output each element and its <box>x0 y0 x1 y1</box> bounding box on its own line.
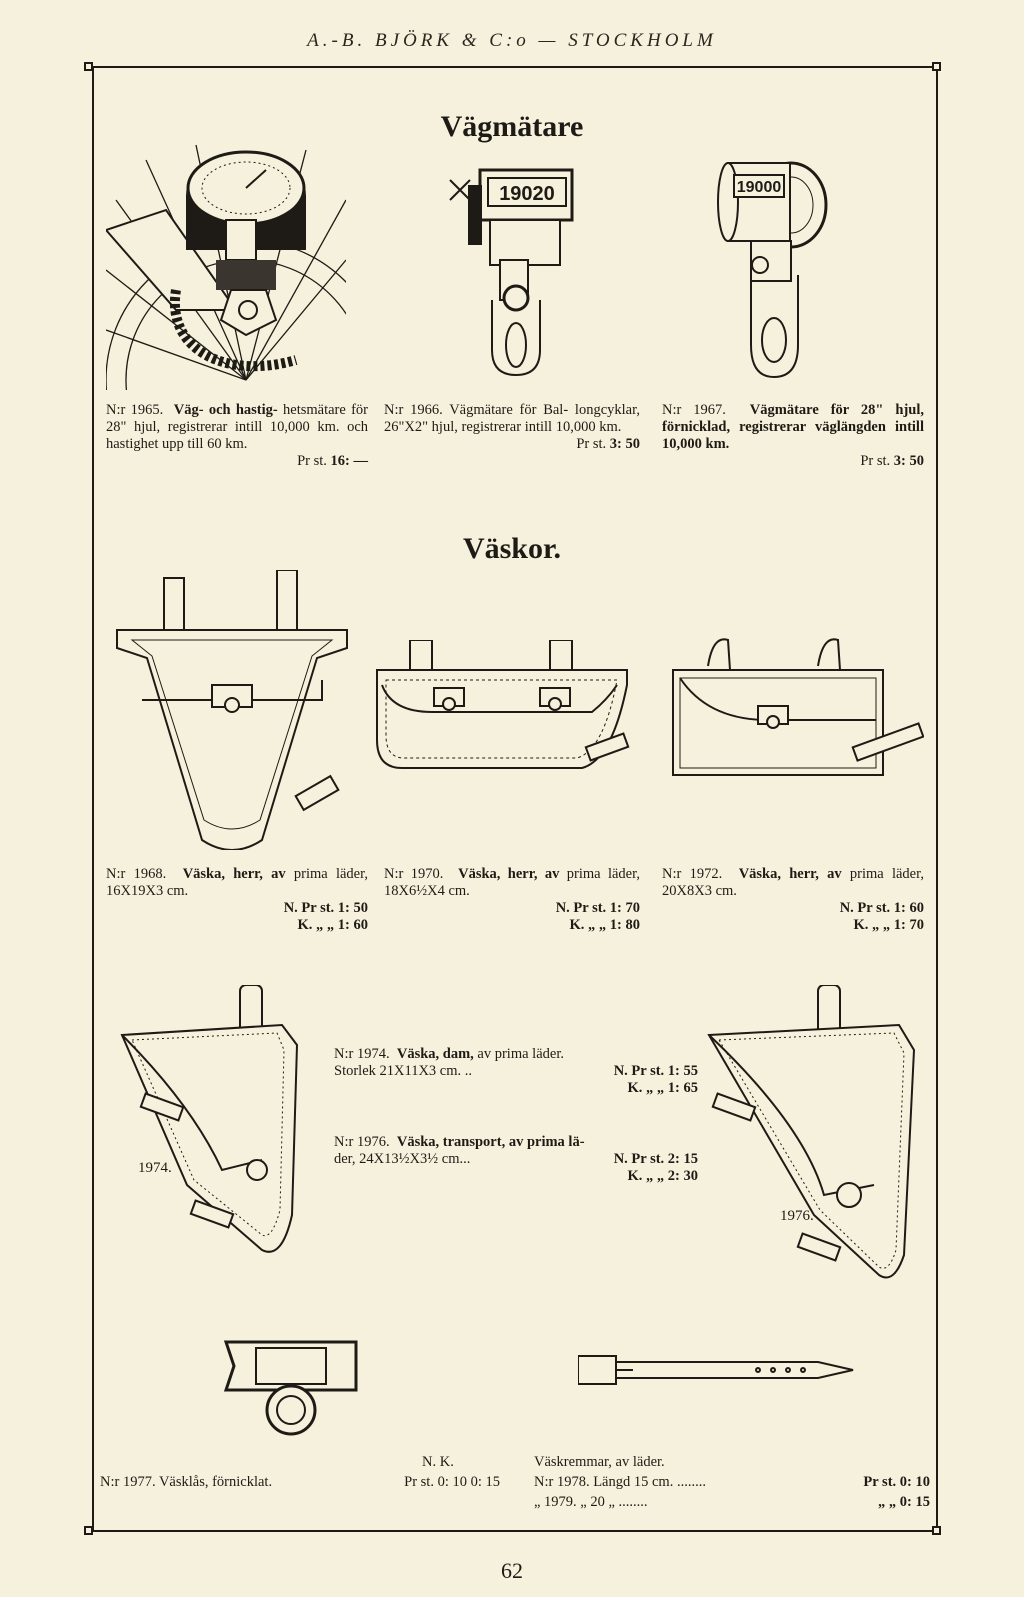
bag-1974-illustration <box>112 985 302 1265</box>
strap-price-1979: „ „ 0: 15 <box>878 1494 930 1510</box>
item-description: der, 24X13½X3½ cm... <box>334 1151 471 1167</box>
item-description: hetsmätare för 28" hjul, registrerar intill 10,000 km. och hastighet upp till 60 km. <box>106 402 368 452</box>
page-number: 62 <box>501 1558 523 1583</box>
price-nickel: N. Pr st. 1: 55 <box>613 1063 698 1079</box>
item-number: N:r 1967. <box>662 402 726 418</box>
corner-mark <box>84 1526 93 1535</box>
caption-1970 <box>384 866 640 934</box>
item-description: prima läder, 20X8X3 cm. <box>662 866 924 899</box>
price-nickel: N. Pr st. 2: 15 <box>613 1151 698 1167</box>
price-nickel: N. Pr st. 1: 50 <box>283 900 368 916</box>
price-value: 3: 50 <box>609 436 640 452</box>
item-description: prima läder, 18X6½X4 cm. <box>384 866 640 899</box>
item-number: N:r 1966. <box>384 402 443 418</box>
bag-1970-illustration <box>372 640 632 790</box>
item-name: Väska, dam, <box>396 1046 474 1062</box>
company-name: A.-B. BJÖRK & C:o <box>307 30 530 51</box>
item-name: Vägmätare för 28" <box>749 402 884 418</box>
caption-1966 <box>384 402 640 453</box>
strap-row-1978: N:r 1978. Längd 15 cm. ........ <box>534 1474 706 1490</box>
strap-price-1978: Pr st. 0: 10 <box>863 1474 930 1490</box>
corner-mark <box>932 62 941 71</box>
item-description: longcyklar, 26"X2" hjul, registrerar intill 10,000 km. <box>384 402 640 435</box>
bottom-rule <box>88 1530 940 1532</box>
page-header <box>0 30 1024 52</box>
price-brass: K. „ „ 1: 70 <box>853 917 924 933</box>
caption-straps <box>534 1452 930 1512</box>
price-brass: K. „ „ 1: 80 <box>569 917 640 933</box>
item-line: N:r 1977. Väsklås, förnicklat. <box>100 1474 273 1490</box>
odometer-1967-illustration <box>706 155 836 385</box>
label-1974: 1974. <box>138 1160 172 1176</box>
item-name: Väska, transport, av prima lä- <box>396 1134 585 1150</box>
item-number: N:r 1968. <box>106 866 167 882</box>
bag-1968-illustration <box>112 570 352 850</box>
caption-1965 <box>106 402 368 470</box>
section-title-bags: Väskor. <box>462 532 562 565</box>
price-value: 16: — <box>330 453 368 469</box>
caption-1972 <box>662 866 924 934</box>
item-name: Väska, herr, av <box>738 866 842 882</box>
price-nickel: N. Pr st. 1: 60 <box>839 900 924 916</box>
odometer-1965-illustration <box>106 140 346 390</box>
corner-mark <box>932 1526 941 1535</box>
price-nickel: N. Pr st. 1: 70 <box>555 900 640 916</box>
item-name: Väska, herr, av <box>458 866 560 882</box>
item-size: Storlek 21X11X3 cm. .. <box>334 1063 473 1079</box>
label-1976: 1976. <box>780 1208 814 1224</box>
price-brass: K. „ „ 1: 60 <box>297 917 368 933</box>
bag-lock-1977-illustration <box>216 1330 366 1440</box>
price-label: Pr st. <box>297 453 327 469</box>
item-number: N:r 1970. <box>384 866 444 882</box>
price-label: Pr st. <box>860 453 891 469</box>
item-description: hjul, förnicklad, registrerar väglängden intill 10,000 km. <box>662 402 924 452</box>
straps-title: Väskremmar, av läder. <box>534 1454 665 1470</box>
item-number: N:r 1972. <box>662 866 723 882</box>
odometer-1966-illustration <box>440 160 580 380</box>
city-name: STOCKHOLM <box>568 30 717 51</box>
right-rule <box>936 66 938 1532</box>
caption-1977 <box>100 1452 500 1492</box>
item-description: av prima läder. <box>477 1046 564 1062</box>
item-number: N:r 1974. <box>334 1046 390 1062</box>
price-value: 3: 50 <box>893 453 924 469</box>
item-name: Väska, herr, av <box>182 866 286 882</box>
price-column-headers: N. K. <box>422 1454 454 1470</box>
caption-1968 <box>106 866 368 934</box>
bag-1976-illustration <box>704 985 924 1285</box>
top-rule <box>88 66 940 68</box>
item-description: prima läder, 16X19X3 cm. <box>106 866 368 899</box>
odometer-display-1967: 19000 <box>736 179 782 196</box>
section-title-odometers: Vägmätare <box>440 110 584 143</box>
price-label: Pr st. <box>576 436 607 452</box>
caption-1967 <box>662 402 924 470</box>
left-rule <box>92 66 94 1532</box>
item-number: N:r 1965. <box>106 402 164 418</box>
bag-1972-illustration <box>668 630 924 790</box>
item-name: Väg- och hastig- <box>173 402 278 418</box>
header-dash: — <box>538 30 560 51</box>
caption-1974 <box>334 1046 698 1097</box>
strap-row-1979: „ 1979. „ 20 „ ........ <box>534 1494 648 1510</box>
price-value: Pr st. 0: 10 0: 15 <box>404 1474 500 1490</box>
price-brass: K. „ „ 1: 65 <box>627 1080 698 1096</box>
odometer-display-1966: 19020 <box>499 183 555 205</box>
caption-1976 <box>334 1134 698 1185</box>
item-name: Vägmätare för Bal- <box>449 402 569 418</box>
corner-mark <box>84 62 93 71</box>
strap-illustration <box>578 1350 858 1390</box>
price-brass: K. „ „ 2: 30 <box>627 1168 698 1184</box>
item-number: N:r 1976. <box>334 1134 390 1150</box>
